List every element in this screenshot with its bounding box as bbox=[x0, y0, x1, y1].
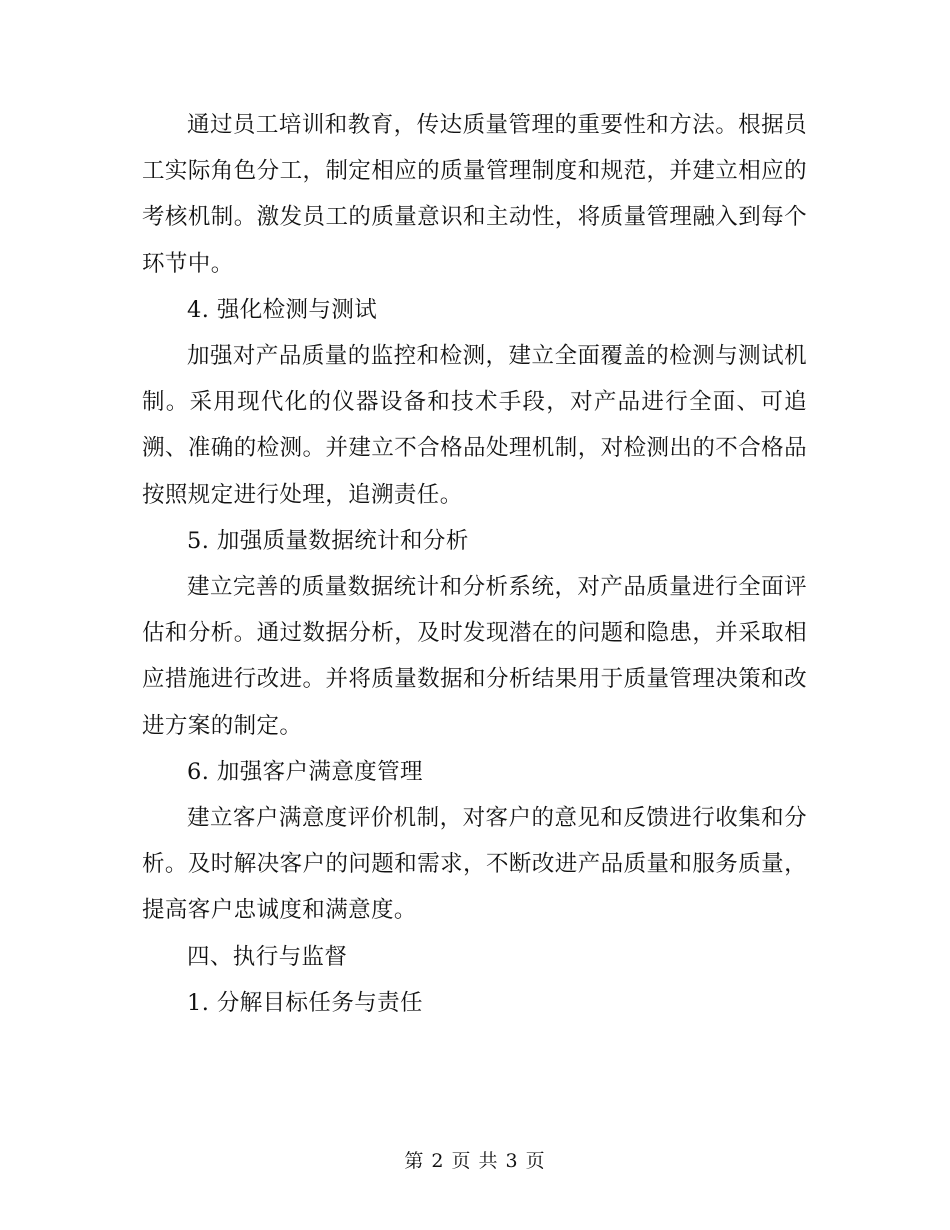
section-heading-inspection: 4. 强化检测与测试 bbox=[187, 296, 378, 323]
document-body bbox=[142, 102, 807, 1026]
paragraph-inspection: 加强对产品质量的监控和检测，建立全面覆盖的检测与测试机制。采用现代化的仪器设备和技术手段，对产品进行全面、可追溯、准确的检测。并建立不合格品处理机制，对检测出的不合格品按照规定进行处理，追溯责任。 bbox=[142, 343, 807, 508]
section-heading-task-breakdown: 1. 分解目标任务与责任 bbox=[187, 989, 423, 1016]
paragraph-data-analysis: 建立完善的质量数据统计和分析系统，对产品质量进行全面评估和分析。通过数据分析，及时发现潜在的问题和隐患，并采取相应措施进行改进。并将质量数据和分析结果用于质量管理决策和改进方案的制定。 bbox=[142, 574, 807, 739]
section-heading-data-analysis: 5. 加强质量数据统计和分析 bbox=[187, 527, 469, 554]
section-heading-customer-satisfaction: 6. 加强客户满意度管理 bbox=[187, 758, 423, 785]
paragraph-customer-satisfaction: 建立客户满意度评价机制，对客户的意见和反馈进行收集和分析。及时解决客户的问题和需求，不断改进产品质量和服务质量，提高客户忠诚度和满意度。 bbox=[142, 805, 807, 924]
chapter-heading-execution: 四、执行与监督 bbox=[187, 943, 348, 970]
paragraph-staff-training: 通过员工培训和教育，传达质量管理的重要性和方法。根据员工实际角色分工，制定相应的质量管理制度和规范，并建立相应的考核机制。激发员工的质量意识和主动性，将质量管理融入到每个环节中。 bbox=[142, 112, 807, 277]
page-number-footer: 第 2 页 共 3 页 bbox=[404, 1150, 546, 1172]
